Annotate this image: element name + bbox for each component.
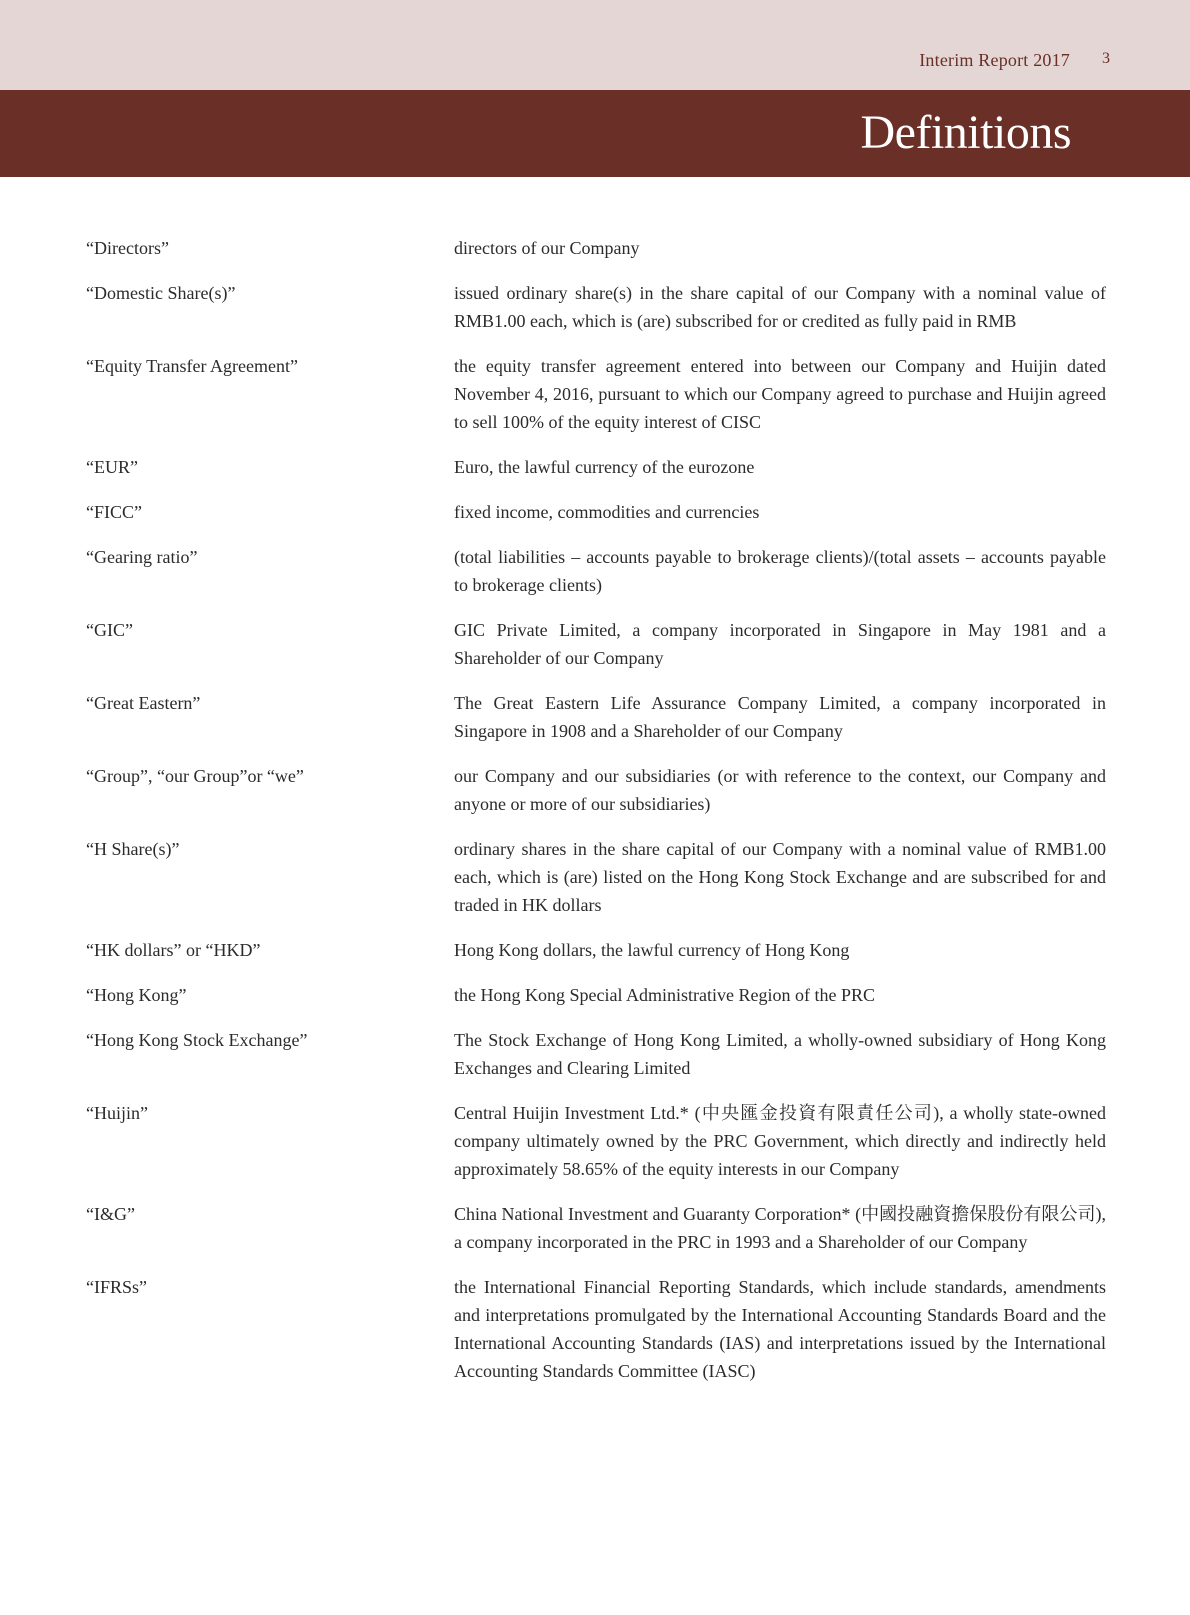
definition-term: “HK dollars” or “HKD” [86, 940, 261, 960]
definition-meaning: (total liabilities – accounts payable to brokerage clients)/(total assets – accounts payable to brokerage clients) [454, 547, 1106, 595]
definition-meaning: Central Huijin Investment Ltd.* (中央匯金投資有限責任公司), a wholly state-owned company ultimately owned by the PRC Government, which directly and indirectly held approximately 58.65% of the equity interests in our Company [454, 1103, 1106, 1179]
definition-meaning: the Hong Kong Special Administrative Region of the PRC [454, 985, 875, 1005]
definition-row [86, 234, 1106, 262]
definition-term: “Group”, “our Group”or “we” [86, 766, 304, 786]
definition-term: “FICC” [86, 502, 142, 522]
header-band [0, 0, 1190, 90]
definition-row [86, 453, 1106, 481]
definition-term: “GIC” [86, 620, 133, 640]
definition-row [86, 498, 1106, 526]
report-title: Interim Report 2017 [919, 50, 1070, 70]
definition-row [86, 352, 1106, 436]
definition-row [86, 543, 1106, 599]
definition-row [86, 1026, 1106, 1082]
definition-meaning: fixed income, commodities and currencies [454, 502, 760, 522]
definitions-list [86, 234, 1106, 1402]
definition-row [86, 279, 1106, 335]
definition-meaning: GIC Private Limited, a company incorporated in Singapore in May 1981 and a Shareholder of our Company [454, 620, 1106, 668]
definition-meaning: the International Financial Reporting Standards, which include standards, amendments and interpretations promulgated by the International Accounting Standards Board and the International Accounting Standards (IAS) and interpretations issued by the International Accounting Standards Committee (IASC) [454, 1277, 1106, 1381]
definition-meaning: directors of our Company [454, 238, 640, 258]
definition-meaning: ordinary shares in the share capital of our Company with a nominal value of RMB1.00 each, which is (are) listed on the Hong Kong Stock Exchange and are subscribed for and traded in HK dollars [454, 839, 1106, 915]
definition-row [86, 1273, 1106, 1385]
definition-term: “EUR” [86, 457, 138, 477]
definition-row [86, 762, 1106, 818]
definition-row [86, 981, 1106, 1009]
definition-term: “I&G” [86, 1204, 135, 1224]
definition-term: “Huijin” [86, 1103, 148, 1123]
definition-term: “Hong Kong” [86, 985, 187, 1005]
definition-meaning: China National Investment and Guaranty Corporation* (中國投融資擔保股份有限公司), a company incorporated in the PRC in 1993 and a Shareholder of our Company [454, 1204, 1106, 1252]
definition-row [86, 1200, 1106, 1256]
definition-row [86, 936, 1106, 964]
definition-row [86, 616, 1106, 672]
definition-meaning: The Great Eastern Life Assurance Company Limited, a company incorporated in Singapore in 1908 and a Shareholder of our Company [454, 693, 1106, 741]
definition-meaning: our Company and our subsidiaries (or with reference to the context, our Company and anyone or more of our subsidiaries) [454, 766, 1106, 814]
definition-meaning: Hong Kong dollars, the lawful currency of Hong Kong [454, 940, 850, 960]
definition-meaning: The Stock Exchange of Hong Kong Limited, a wholly-owned subsidiary of Hong Kong Exchanges and Clearing Limited [454, 1030, 1106, 1078]
definition-term: “Equity Transfer Agreement” [86, 356, 298, 376]
definition-term: “Hong Kong Stock Exchange” [86, 1030, 308, 1050]
definition-row [86, 1099, 1106, 1183]
definition-term: “Great Eastern” [86, 693, 201, 713]
definition-term: “Gearing ratio” [86, 547, 198, 567]
definition-term: “IFRSs” [86, 1277, 148, 1297]
definition-meaning: issued ordinary share(s) in the share capital of our Company with a nominal value of RMB1.00 each, which is (are) subscribed for or credited as fully paid in RMB [454, 283, 1106, 331]
definition-term: “Directors” [86, 238, 169, 258]
page-heading: Definitions [860, 106, 1071, 159]
definition-term: “H Share(s)” [86, 839, 180, 859]
page-number: 3 [1102, 50, 1110, 67]
definition-meaning: Euro, the lawful currency of the eurozone [454, 457, 755, 477]
definition-meaning: the equity transfer agreement entered into between our Company and Huijin dated November 4, 2016, pursuant to which our Company agreed to purchase and Huijin agreed to sell 100% of the equity interest of CISC [454, 356, 1106, 432]
definition-row [86, 689, 1106, 745]
definition-row [86, 835, 1106, 919]
definition-term: “Domestic Share(s)” [86, 283, 236, 303]
